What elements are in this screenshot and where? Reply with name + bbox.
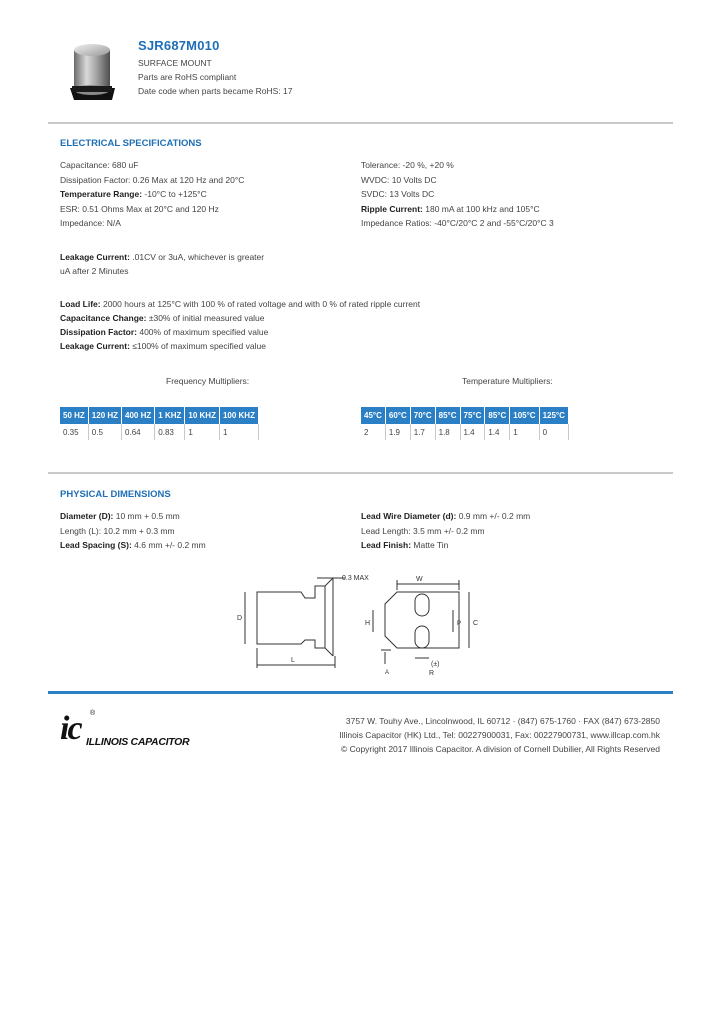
logo-registered: ®	[90, 710, 96, 717]
illinois-capacitor-logo	[60, 710, 190, 758]
spec-row	[361, 511, 530, 521]
table-cell: 1	[510, 424, 539, 440]
spec-value: Matte Tin	[411, 540, 449, 550]
table-cell: 1.9	[385, 424, 410, 440]
spec-row	[361, 160, 454, 170]
spec-row	[361, 175, 437, 185]
c-label: C	[473, 620, 479, 627]
footer-copyright: © Copyright 2017 Illinois Capacitor. A division of Cornell Dubilier, All Rights Reserved	[340, 744, 660, 754]
spec-value: 0.51 Ohms Max at 20°C and 120 Hz	[79, 203, 219, 214]
spec-value: 13 Volts DC	[386, 189, 435, 199]
table-header-cell: 60°C	[385, 407, 410, 424]
table-header-cell: 100 KHZ	[219, 407, 258, 424]
spec-value: 0.9 mm +/- 0.2 mm	[456, 511, 531, 521]
spec-label: Lead Length:	[361, 525, 411, 536]
table-header-cell: 125°C	[539, 407, 568, 424]
temperature-multipliers-title: Temperature Multipliers:	[462, 376, 553, 386]
df-value: 400% of maximum specified value	[136, 327, 269, 337]
cap-change-label: Capacitance Change:	[60, 313, 147, 323]
plusminus-label: (±)	[431, 661, 440, 668]
mount-type: SURFACE MOUNT	[138, 58, 212, 68]
spec-row	[60, 540, 206, 550]
lc-label: Leakage Current:	[60, 341, 130, 351]
capacitor-image	[68, 40, 116, 102]
spec-value: N/A	[104, 218, 121, 228]
electrical-section-title: ELECTRICAL SPECIFICATIONS	[60, 138, 202, 149]
spec-label: ESR:	[60, 203, 80, 214]
spec-row	[361, 218, 554, 228]
spec-row	[361, 526, 485, 536]
spec-row	[361, 540, 448, 550]
h-label: H	[365, 620, 371, 627]
spec-value: 4.6 mm +/- 0.2 mm	[131, 540, 206, 550]
spec-label: Capacitance:	[60, 160, 110, 170]
table-cell: 0	[539, 424, 568, 440]
spec-value: 10 mm + 0.5 mm	[113, 511, 180, 521]
divider	[48, 472, 673, 474]
spec-row	[60, 526, 175, 536]
part-number: SJR687M010	[138, 38, 220, 53]
leakage-current	[60, 252, 264, 262]
spec-value: -10°C to +125°C	[142, 189, 207, 199]
physical-section-title: PHYSICAL DIMENSIONS	[60, 489, 171, 500]
table-header-cell: 1 KHZ	[155, 407, 185, 424]
temperature-header-row	[361, 407, 568, 424]
dimension-diagram	[235, 570, 495, 680]
frequency-header-row	[60, 407, 258, 424]
spec-label: Diameter (D):	[60, 511, 114, 521]
table-header-cell: 45°C	[361, 407, 385, 424]
spec-label: Dissipation Factor:	[60, 174, 131, 185]
table-header-cell: 50 HZ	[60, 407, 88, 424]
dissipation-factor-life	[60, 327, 268, 337]
frequency-multipliers-table	[60, 407, 259, 440]
footer-divider	[48, 691, 673, 694]
table-cell: 1.4	[460, 424, 485, 440]
frequency-value-row	[60, 424, 258, 440]
table-cell: 1.4	[485, 424, 510, 440]
spec-value: 0.26 Max at 120 Hz and 20°C	[130, 174, 245, 185]
spec-row	[361, 189, 434, 199]
spec-label: Lead Finish:	[361, 540, 412, 550]
lc-value: ≤100% of maximum specified value	[129, 341, 266, 351]
a-label: A	[385, 670, 390, 676]
spec-row	[60, 175, 244, 185]
spec-value: 3.5 mm +/- 0.2 mm	[410, 525, 485, 536]
table-header-cell: 400 HZ	[122, 407, 155, 424]
spec-label: Ripple Current:	[361, 203, 423, 214]
cap-change-value: ±30% of initial measured value	[146, 313, 265, 323]
spec-row	[60, 189, 207, 199]
table-cell: 1.8	[435, 424, 460, 440]
spec-label: Impedance Ratios:	[361, 218, 432, 228]
leakage-value: .01CV or 3uA, whichever is greater	[129, 252, 265, 262]
spec-label: Temperature Range:	[60, 189, 143, 199]
temperature-multipliers-table	[361, 407, 569, 440]
table-cell: 0.64	[122, 424, 155, 440]
load-life-value: 2000 hours at 125°C with 100 % of rated voltage and with 0 % of rated ripple current	[100, 299, 421, 309]
temperature-value-row	[361, 424, 568, 440]
table-cell: 1	[219, 424, 258, 440]
spec-label: Impedance:	[60, 218, 105, 228]
table-header-cell: 105°C	[510, 407, 539, 424]
spec-label: SVDC:	[361, 189, 387, 199]
leakage-current-life	[60, 341, 266, 351]
spec-row	[60, 160, 138, 170]
p-label: P	[457, 621, 462, 627]
table-cell: 0.35	[60, 424, 88, 440]
spec-label: Length (L):	[60, 525, 102, 536]
divider	[48, 122, 673, 124]
spec-value: 10.2 mm + 0.3 mm	[101, 525, 175, 536]
spec-value: -40°C/20°C 2 and -55°C/20°C 3	[431, 218, 554, 228]
table-header-cell: 85°C	[485, 407, 510, 424]
rohs-date-code: Date code when parts became RoHS: 17	[138, 86, 293, 96]
spec-value: 180 mA at 100 kHz and 105°C	[422, 203, 540, 214]
table-header-cell: 75°C	[460, 407, 485, 424]
capacitance-change	[60, 313, 265, 323]
rohs-status: Parts are RoHS compliant	[138, 72, 237, 82]
table-header-cell: 120 HZ	[88, 407, 121, 424]
table-header-cell: 70°C	[410, 407, 435, 424]
logo-name: ILLINOIS CAPACITOR	[86, 736, 190, 748]
spec-label: WVDC:	[361, 174, 390, 185]
spec-value: 10 Volts DC	[389, 174, 437, 185]
logo-ic: ic	[60, 710, 81, 747]
footer-address: 3757 W. Touhy Ave., Lincolnwood, IL 60712 · (847) 675-1760 · FAX (847) 673-2850	[345, 716, 660, 726]
spec-row	[361, 204, 540, 214]
table-cell: 0.83	[155, 424, 185, 440]
spec-value: 680 uF	[109, 160, 139, 170]
r-label: R	[429, 670, 435, 677]
spec-label: Lead Wire Diameter (d):	[361, 511, 457, 521]
table-header-cell: 10 KHZ	[185, 407, 220, 424]
l-label: L	[291, 657, 295, 664]
spec-label: Tolerance:	[361, 160, 401, 170]
spec-row	[60, 511, 180, 521]
load-life-label: Load Life:	[60, 299, 101, 309]
df-label: Dissipation Factor:	[60, 327, 137, 337]
table-header-cell: 85°C	[435, 407, 460, 424]
spec-label: Lead Spacing (S):	[60, 540, 132, 550]
spec-row	[60, 204, 219, 214]
load-life	[60, 299, 420, 309]
table-cell: 1.7	[410, 424, 435, 440]
spec-row	[60, 218, 121, 228]
spec-value: -20 %, +20 %	[400, 160, 454, 170]
table-cell: 0.5	[88, 424, 121, 440]
d-label: D	[237, 615, 243, 622]
leakage-label: Leakage Current:	[60, 252, 130, 262]
leakage-line2: uA after 2 Minutes	[60, 266, 129, 276]
footer-hk: Illinois Capacitor (HK) Ltd., Tel: 00227900031, Fax: 00227900731, www.illcap.com.hk	[339, 730, 660, 740]
w-label: W	[416, 576, 423, 583]
table-cell: 1	[185, 424, 220, 440]
table-cell: 2	[361, 424, 385, 440]
max-label: 0.3 MAX	[342, 575, 369, 582]
frequency-multipliers-title: Frequency Multipliers:	[166, 376, 250, 386]
